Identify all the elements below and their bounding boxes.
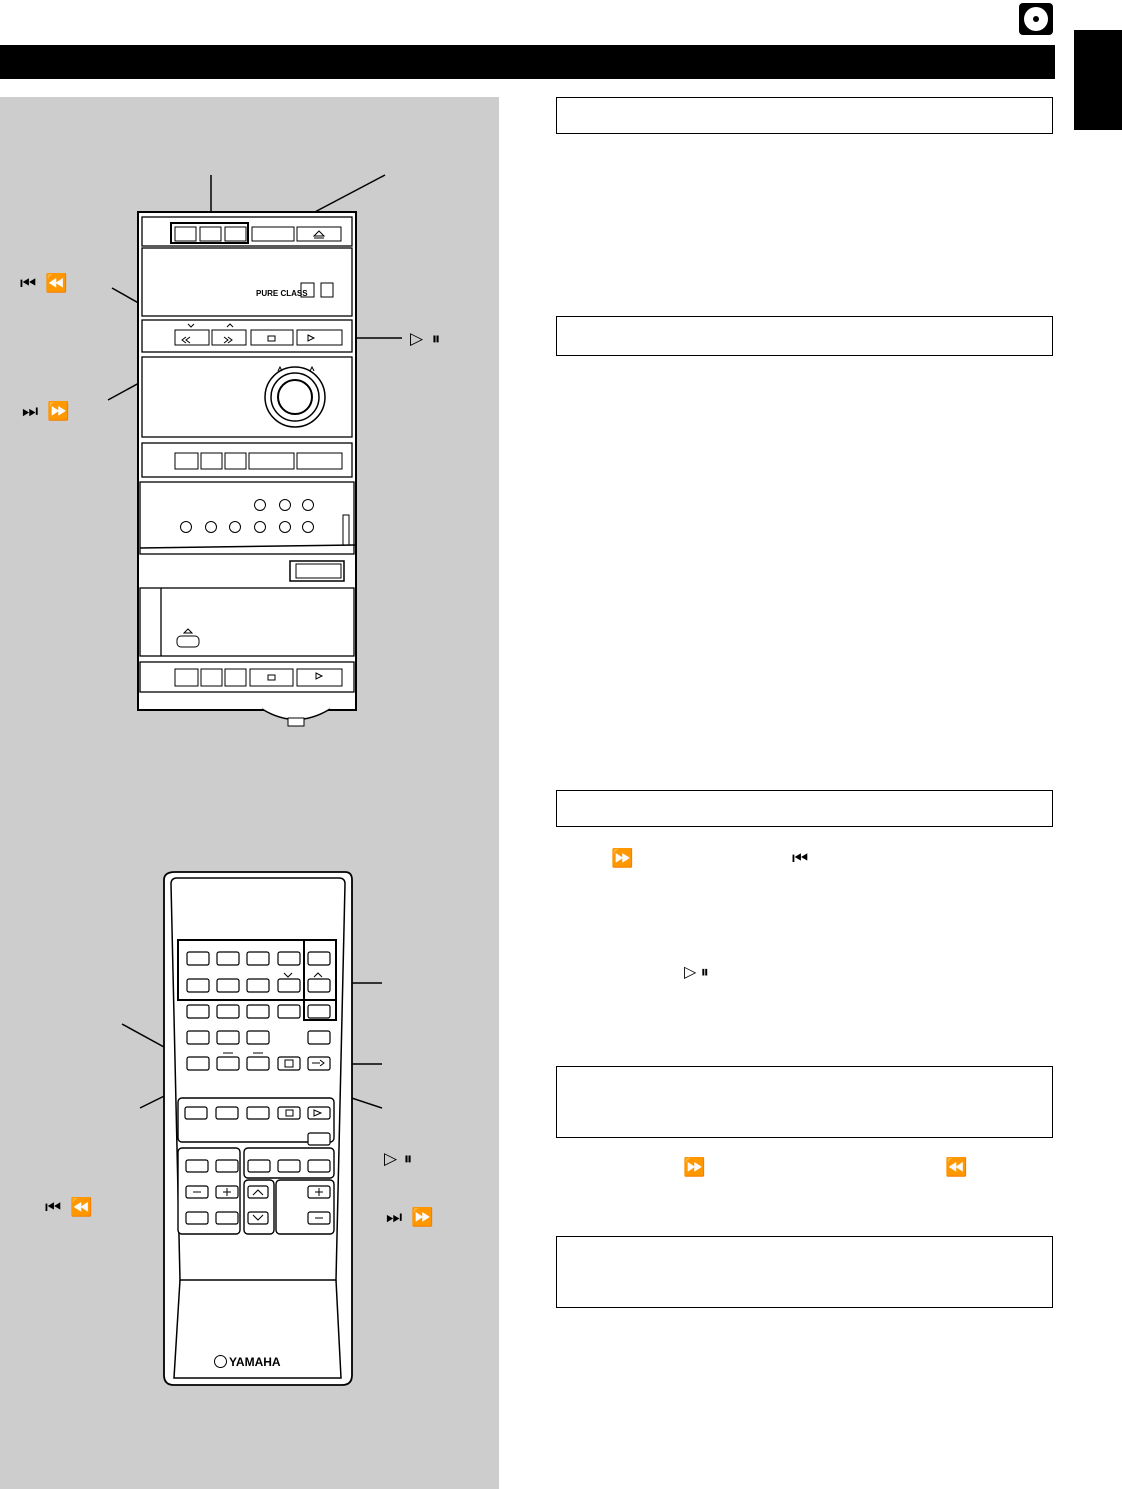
skip-forward-callout-front: ⏭ ⏩ [22, 401, 72, 421]
cd-disc-icon [1018, 2, 1054, 36]
header-rule [0, 45, 1055, 79]
display-logo: PURE CLASS [256, 289, 308, 298]
section-header-box-4 [556, 1066, 1053, 1138]
front-panel-illustration [0, 97, 499, 757]
skip-back-callout-remote: ⏮ ⏪ [45, 1197, 95, 1217]
yamaha-emblem-icon [214, 1355, 227, 1368]
play-pause-callout-remote: ▷ ⏸ [384, 1149, 414, 1168]
skip-back-symbol: ⏮ [792, 848, 809, 868]
language-tab [1074, 30, 1122, 130]
section-header-box-1 [556, 97, 1053, 134]
play-pause-callout-front: ▷ ⏸ [410, 329, 443, 348]
yamaha-logo: YAMAHA [214, 1355, 281, 1369]
section-header-box-5 [556, 1236, 1053, 1308]
skip-forward-callout-remote: ⏭ ⏩ [386, 1207, 436, 1227]
illustration-panel [0, 97, 499, 1489]
skip-back-callout-front: ⏮ ⏪ [20, 273, 70, 293]
search-back-symbol: ⏪ [945, 1157, 968, 1177]
search-forward-symbol: ⏩ [683, 1157, 706, 1177]
remote-control-illustration [0, 867, 499, 1487]
section-header-box-2 [556, 316, 1053, 356]
play-pause-symbol: ▷ ⏸ [684, 964, 709, 981]
section-header-box-3 [556, 790, 1053, 827]
skip-forward-symbol: ⏩ [611, 848, 634, 868]
